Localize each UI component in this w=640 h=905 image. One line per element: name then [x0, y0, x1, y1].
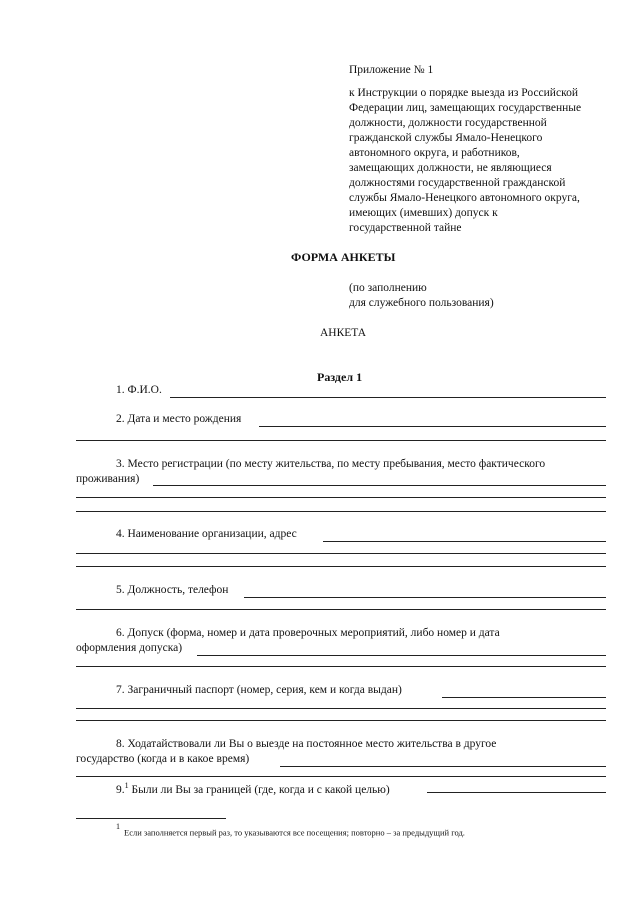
appendix-line: должностями государственной гражданской [349, 177, 566, 189]
fill-line-birth[interactable] [259, 426, 606, 427]
appendix-line: Федерации лиц, замещающих государственные [349, 102, 582, 114]
field-label-emigration: 8. Ходатайствовали ли Вы о выезде на постоянное место жительства в другое [116, 738, 497, 750]
fill-line-registration[interactable] [153, 485, 606, 486]
field-label-fio: 1. Ф.И.О. [116, 384, 162, 396]
fill-line-passport[interactable] [442, 697, 606, 698]
stamp-line-1: (по заполнению [349, 282, 427, 294]
form-title: ФОРМА АНКЕТЫ [291, 250, 396, 264]
appendix-line: имеющих (имевших) допуск к [349, 207, 498, 219]
appendix-line: замещающих должности, не являющиеся [349, 162, 552, 174]
footnote-separator [76, 818, 226, 819]
field-label-position: 5. Должность, телефон [116, 584, 229, 596]
appendix-title: Приложение № 1 [349, 64, 434, 76]
fill-line-fio[interactable] [170, 397, 606, 398]
appendix-line: службы Ямало-Ненецкого автономного округа, [349, 192, 580, 204]
section-title: Раздел 1 [317, 370, 363, 384]
field-label-abroad: 9.$^1$ Были ли Вы за границей (где, когда и с какой целью) [116, 781, 390, 796]
field-label-birth: 2. Дата и место рождения [116, 413, 242, 425]
appendix-line: к Инструкции о порядке выезда из Российской [349, 87, 578, 99]
fill-line[interactable] [76, 776, 606, 777]
fill-line-abroad[interactable] [427, 792, 606, 793]
fill-line[interactable] [76, 440, 606, 441]
appendix-line: гражданской службы Ямало-Ненецкого [349, 132, 543, 144]
fill-line[interactable] [76, 566, 606, 567]
field-label-emigration-cont: государство (когда и в какое время) [76, 753, 250, 765]
field-label-passport: 7. Заграничный паспорт (номер, серия, кем и когда выдан) [116, 684, 402, 696]
stamp-line-2: для служебного пользования) [349, 297, 494, 309]
field-label-registration-cont: проживания) [76, 473, 140, 485]
fill-line[interactable] [76, 553, 606, 554]
fill-line[interactable] [76, 708, 606, 709]
fill-line-position[interactable] [244, 597, 606, 598]
fill-line[interactable] [76, 609, 606, 610]
appendix-line: автономного округа, и работников, [349, 147, 520, 159]
fill-line[interactable] [76, 666, 606, 667]
footnote [116, 822, 465, 840]
appendix-line: должности, должности государственной [349, 117, 547, 129]
fill-line[interactable] [76, 497, 606, 498]
footnote-ref: 1 [124, 781, 129, 790]
fill-line[interactable] [76, 511, 606, 512]
fill-line-emigration[interactable] [280, 766, 606, 767]
appendix-line: государственной тайне [349, 222, 462, 234]
footnote-mark: 1 [116, 822, 120, 831]
field-label-clearance-cont: оформления допуска) [76, 642, 183, 654]
footnote-text: Если заполняется первый раз, то указываются все посещения; повторно – за предыдущий год. [124, 827, 465, 838]
fill-line-organization[interactable] [323, 541, 606, 542]
fill-line-clearance[interactable] [197, 655, 606, 656]
doc-title: АНКЕТА [320, 327, 367, 339]
field-label-registration: 3. Место регистрации (по месту жительства, по месту пребывания, место фактического [116, 458, 546, 470]
fill-line[interactable] [76, 720, 606, 721]
field-label-organization: 4. Наименование организации, адрес [116, 528, 297, 540]
field-label-clearance: 6. Допуск (форма, номер и дата проверочных мероприятий, либо номер и дата [116, 627, 500, 639]
